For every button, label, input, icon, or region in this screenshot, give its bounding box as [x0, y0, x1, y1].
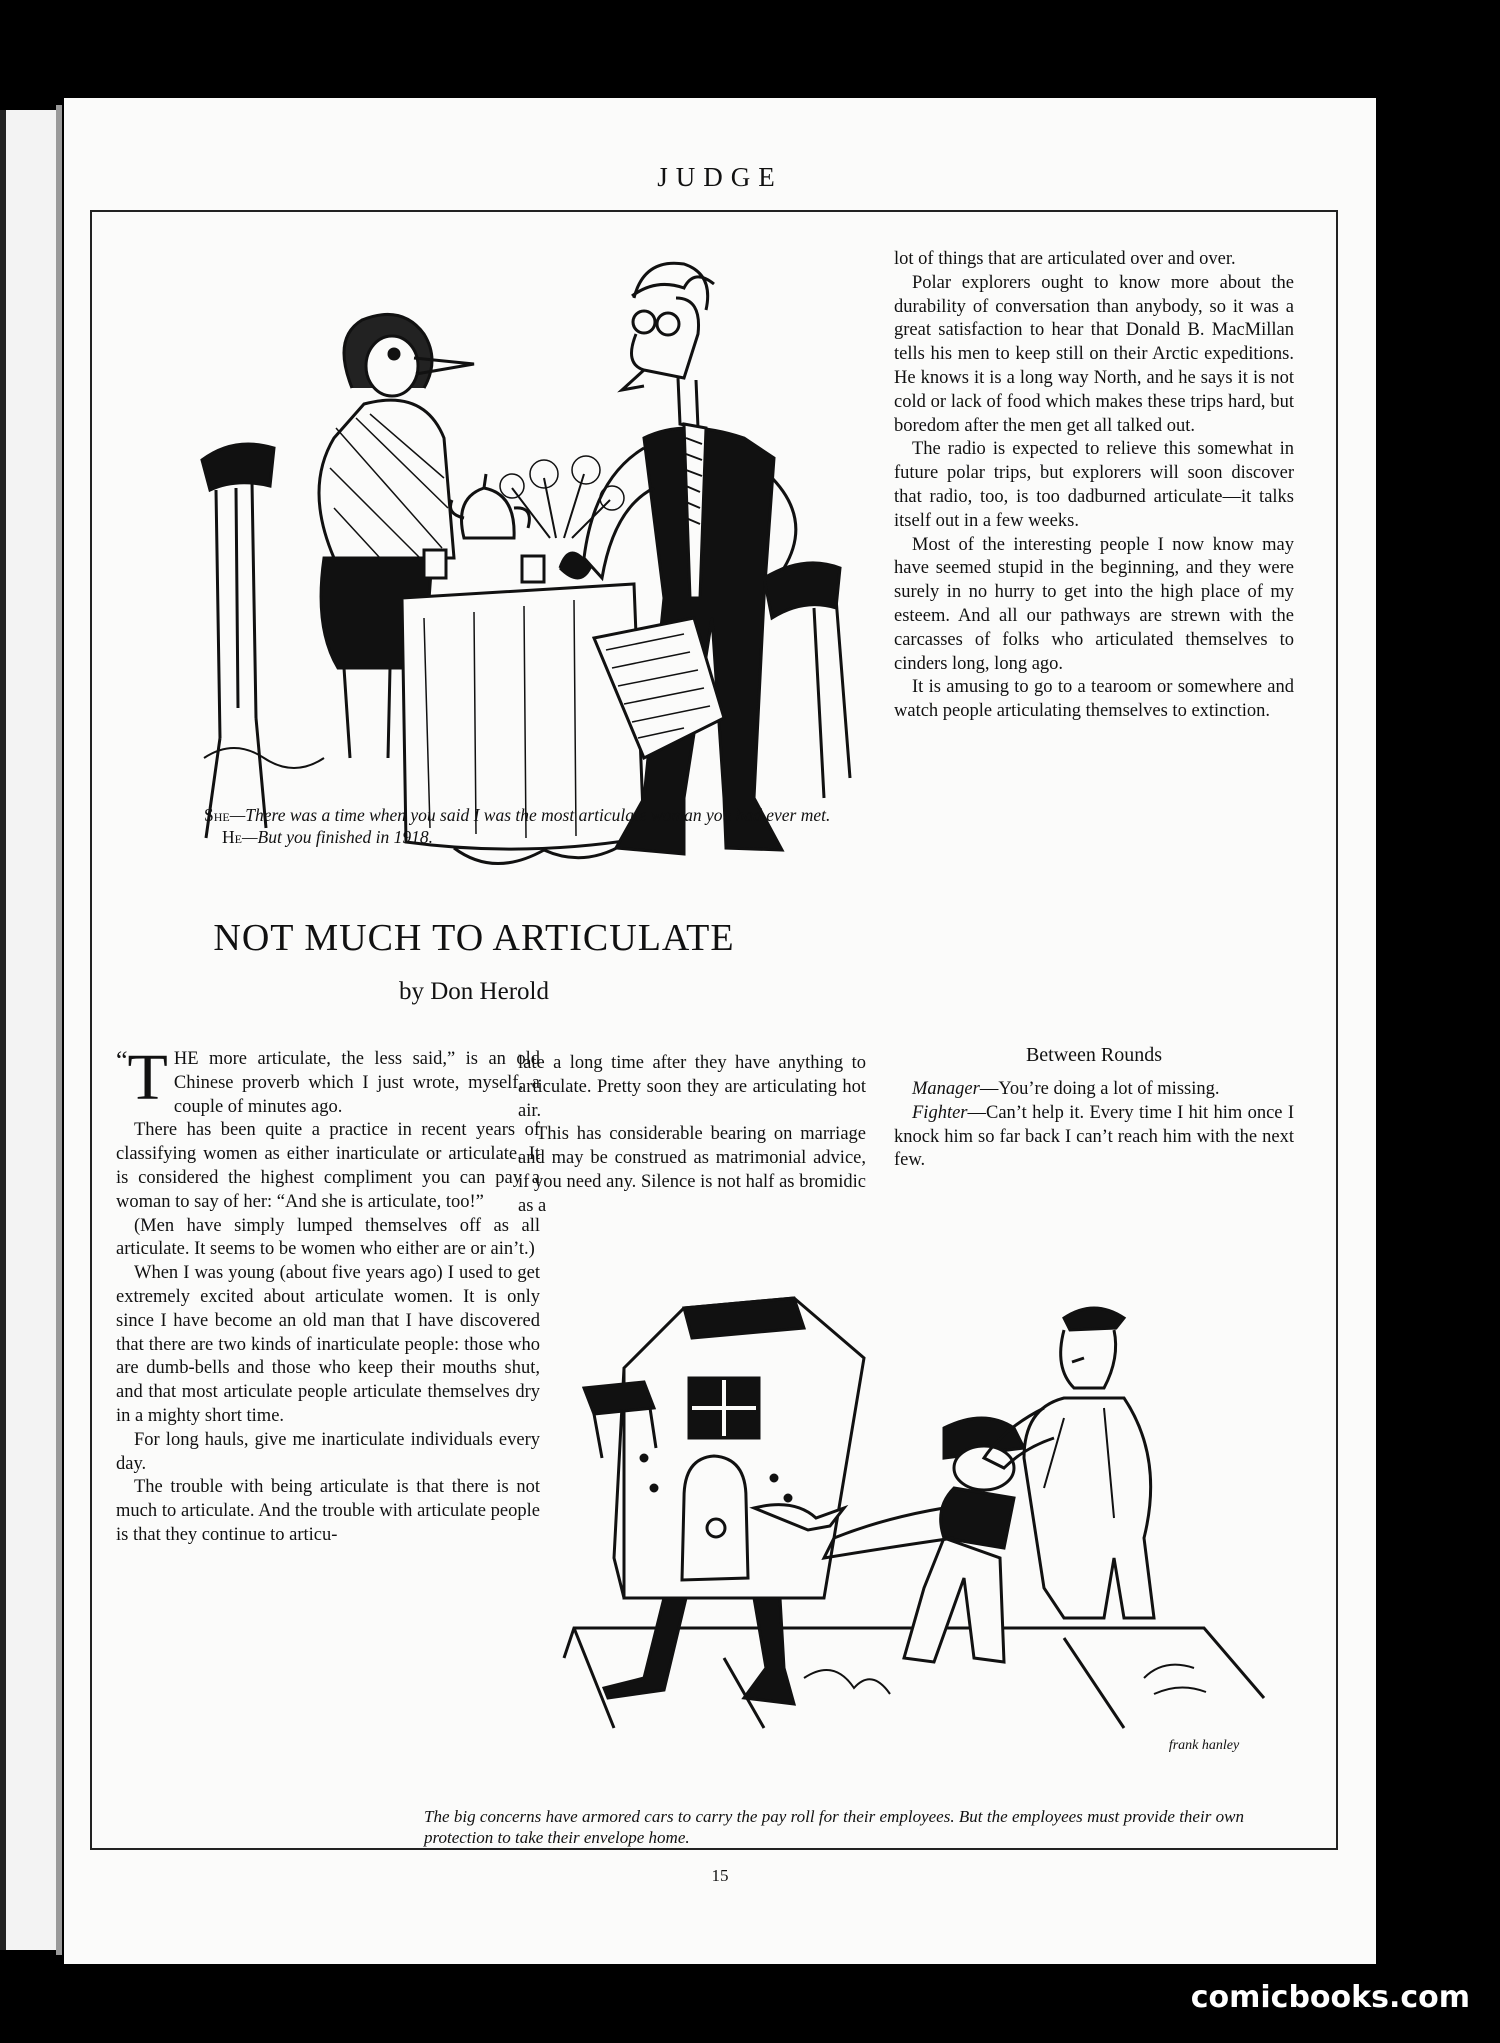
manager-speaker: Manager	[912, 1079, 980, 1099]
article-paragraph: (Men have simply lumped themselves off as all articulate. It seems to be women who either are or ain’t.)	[116, 1215, 540, 1260]
caption-she-line: She—There was a time when you said I was the most articulate woman you had ever met.	[204, 805, 831, 825]
article-paragraph: There has been quite a practice in recent years of classifying women as either inarticulate or articulate. It is considered the highest compliment you can pay a woman to say of her: “And she is articulate, too!”	[116, 1120, 540, 1212]
article-paragraph: This has considerable bearing on marriage and may be construed as matrimonial advice, if you need any. Silence is not half as bromidic as a	[518, 1124, 866, 1216]
cartoon-walking-house	[504, 1258, 1304, 1758]
top-cartoon-caption	[204, 804, 844, 848]
article-column-2	[518, 1052, 866, 1219]
magazine-title: JUDGE	[657, 162, 783, 192]
fighter-speaker: Fighter	[912, 1102, 968, 1123]
caption-he-speaker: He	[222, 827, 242, 847]
fighter-line: Fighter—Can’t help it. Every time I hit him once I knock him so far back I can’t reach him with the next few.	[894, 1102, 1294, 1171]
article-paragraph: For long hauls, give me inarticulate individuals every day.	[116, 1429, 540, 1474]
article-title: NOT MUCH TO ARTICULATE	[213, 917, 735, 959]
drop-cap: T	[127, 1041, 168, 1114]
cartoon-couple-at-table	[124, 238, 884, 878]
page-number: 15	[711, 1866, 729, 1885]
bottom-cartoon-caption: The big concerns have armored cars to carry the pay roll for their employees. But the employees must provide their own protection to take their envelope home.	[424, 1807, 1244, 1847]
left-page-edge	[0, 110, 62, 1950]
article-column-3	[894, 248, 1294, 724]
article-paragraph: Most of the interesting people I now know may have seemed stupid in the beginning, and they were surely in no hurry to get into the high place of my esteem. And all our pathways are strewn with the carcasses of folks who articulated themselves to cinders long, long ago.	[894, 534, 1294, 674]
between-rounds-title: Between Rounds	[1025, 1044, 1163, 1066]
magazine-page	[64, 98, 1376, 1964]
cartoon-signature: frank hanley	[1168, 1738, 1240, 1753]
article-paragraph: It is amusing to go to a tearoom or somewhere and watch people articulating themselves to extinction.	[894, 677, 1294, 722]
caption-he-line: He—But you finished in 1918.	[222, 827, 433, 847]
article-paragraph: lot of things that are articulated over and over.	[894, 249, 1236, 269]
left-page-rule	[0, 110, 6, 1950]
caption-she-speaker: She	[204, 805, 230, 825]
article-byline: by Don Herold	[399, 978, 549, 1005]
article-paragraph: The radio is expected to relieve this somewhat in future polar trips, but explorers will soon discover that radio, too, is too dadburned articulate—it talks itself out in a few weeks.	[894, 439, 1294, 531]
article-opening-paragraph: “ T HE more articulate, the less said,” is an old Chinese proverb which I just wrote, myself, a couple of minutes ago.	[116, 1041, 540, 1117]
book-spine	[56, 105, 62, 1955]
article-paragraph: late a long time after they have anything to articulate. Pretty soon they are articulating hot air.	[518, 1053, 866, 1121]
article-paragraph: The trouble with being articulate is that there is not much to articulate. And the trouble with articulate people is that they continue to articu-	[116, 1477, 540, 1545]
article-paragraph: When I was young (about five years ago) I used to get extremely excited about articulate women. It is only since I have become an old man that I have discovered that there are two kinds of inarticulate people: those who are dumb-bells and those who keep their mouths shut, and that most articulate people articulate themselves dry in a mighty short time.	[116, 1263, 540, 1426]
open-quote: “	[116, 1046, 128, 1075]
article-paragraph: Polar explorers ought to know more about the durability of conversation than anybody, so it was a great satisfaction to hear that Donald B. MacMillan tells his men to keep still on their Arctic expeditions. He knows it is a long way North, and he says it is not cold or lack of food which makes these trips hard, but boredom after the men get all talked out.	[894, 272, 1294, 436]
article-column-1	[116, 1041, 540, 1548]
manager-line: Manager—You’re doing a lot of missing.	[912, 1079, 1220, 1099]
between-rounds-joke	[894, 1078, 1294, 1173]
watermark: comicbooks.com	[1190, 1980, 1470, 2015]
